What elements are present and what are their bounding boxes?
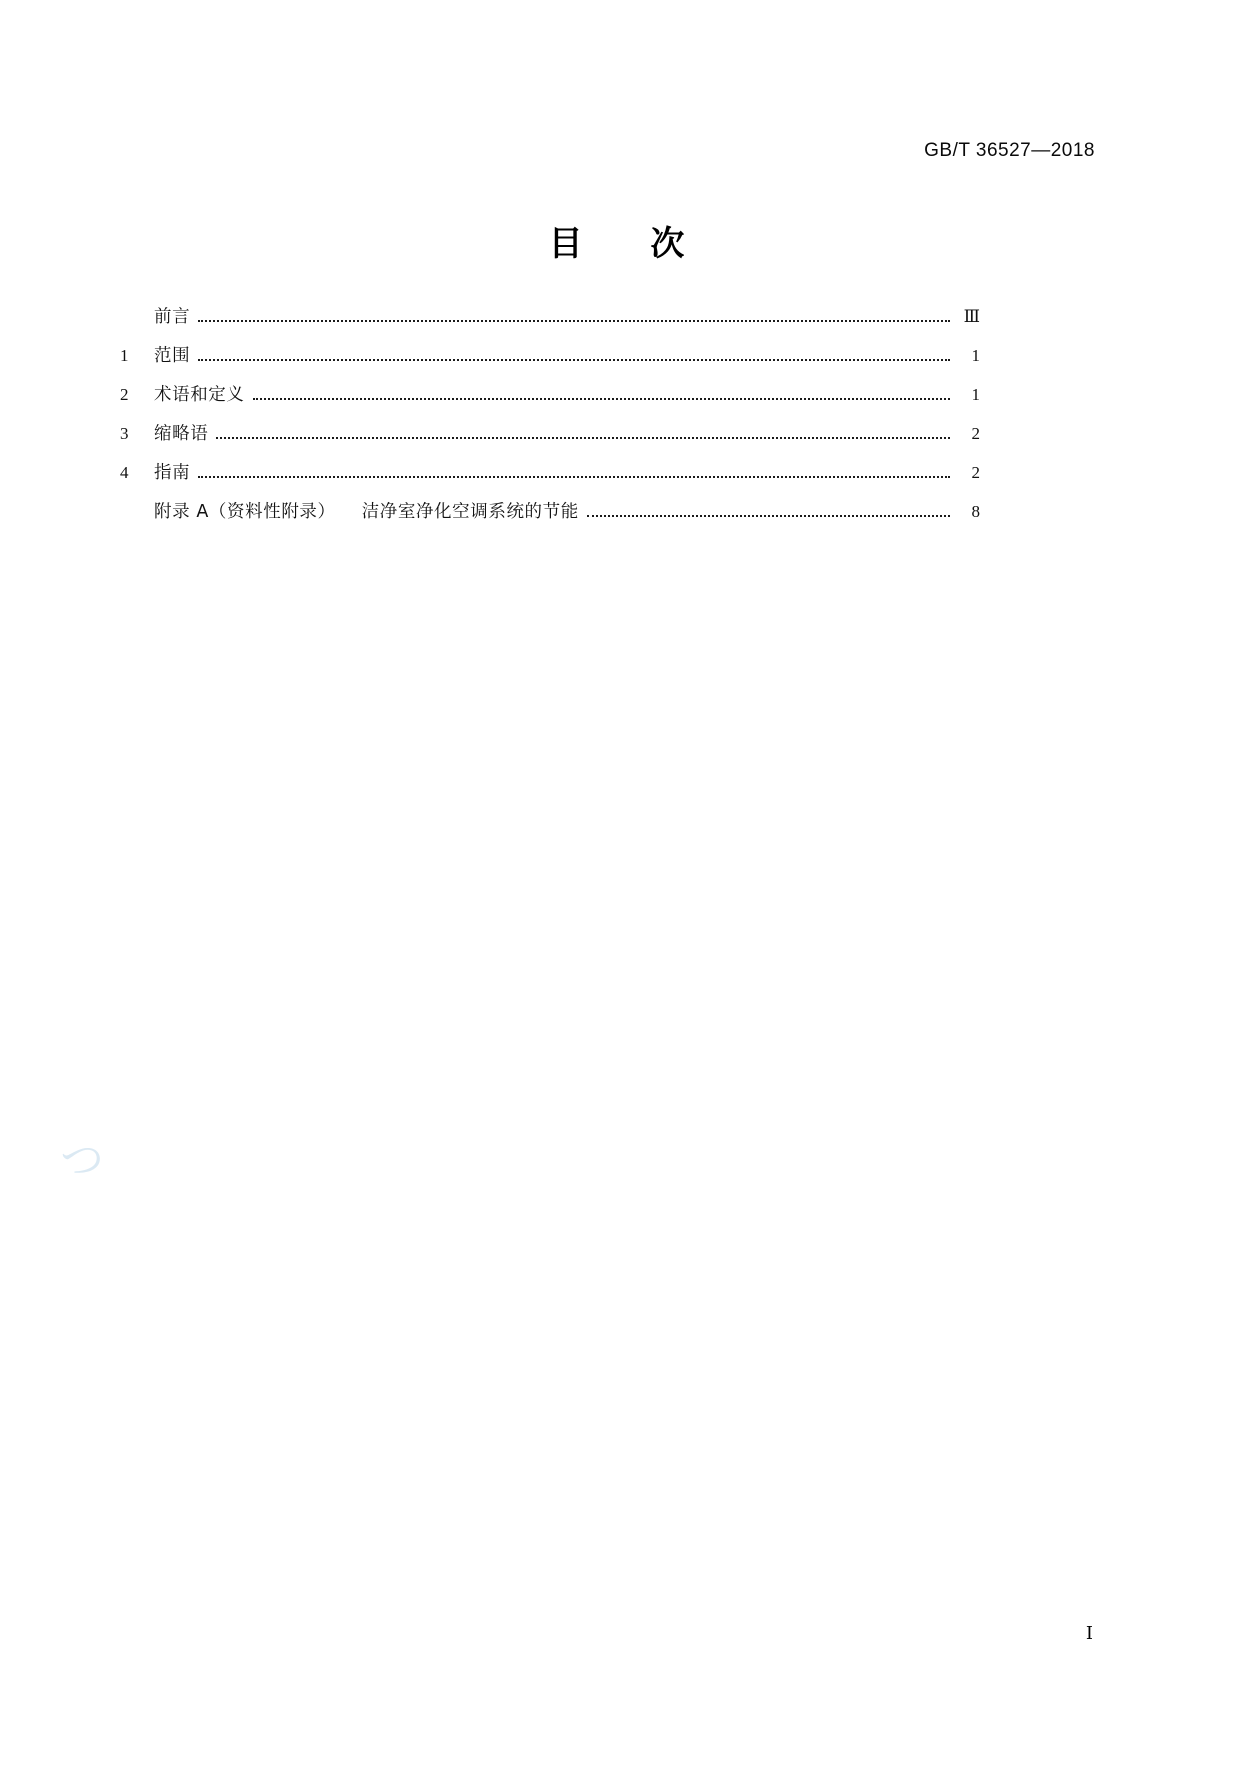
toc-entry-label: 术语和定义 <box>154 385 245 405</box>
page-folio: Ⅰ <box>1085 1623 1093 1643</box>
toc-entry-page: Ⅲ <box>963 307 980 326</box>
toc-appendix-title: 附录 A（资料性附录） <box>154 502 336 522</box>
toc-leader-dots <box>198 348 950 366</box>
toc-appendix-subtitle: 洁净室净化空调系统的节能 <box>361 502 579 522</box>
toc-leader-dots <box>253 387 951 405</box>
toc-entry-page: 1 <box>971 346 980 365</box>
toc-entry-appendix[interactable] <box>120 500 980 524</box>
toc-entry-page: 2 <box>971 424 980 443</box>
toc-entry-number: 4 <box>120 463 129 482</box>
toc-entry-label: 缩略语 <box>154 424 209 444</box>
toc-entry-number: 3 <box>120 424 129 443</box>
page-title: 目 次 <box>548 224 713 264</box>
toc-entry-number: 1 <box>120 346 129 365</box>
toc-entry[interactable] <box>120 305 980 329</box>
toc-entry-label <box>154 500 579 524</box>
toc-entry-label: 范围 <box>154 346 191 366</box>
toc-entry-label: 指南 <box>154 463 191 483</box>
toc-entry[interactable] <box>120 461 980 485</box>
toc-leader-dots <box>587 504 950 522</box>
toc-entry[interactable] <box>120 383 980 407</box>
toc-entry-page: 8 <box>971 502 980 521</box>
toc-leader-dots <box>198 465 950 483</box>
toc-entry[interactable] <box>120 422 980 446</box>
scan-artifact-mark: つ <box>60 1135 104 1186</box>
toc-leader-dots <box>198 309 950 327</box>
toc-entry-label: 前言 <box>154 307 191 327</box>
table-of-contents <box>120 305 980 539</box>
toc-entry-page: 1 <box>971 385 980 404</box>
toc-entry-page: 2 <box>971 463 980 482</box>
toc-leader-dots <box>216 426 950 444</box>
standard-number: GB/T 36527—2018 <box>924 140 1095 161</box>
toc-entry-number: 2 <box>120 385 129 404</box>
toc-entry[interactable] <box>120 344 980 368</box>
